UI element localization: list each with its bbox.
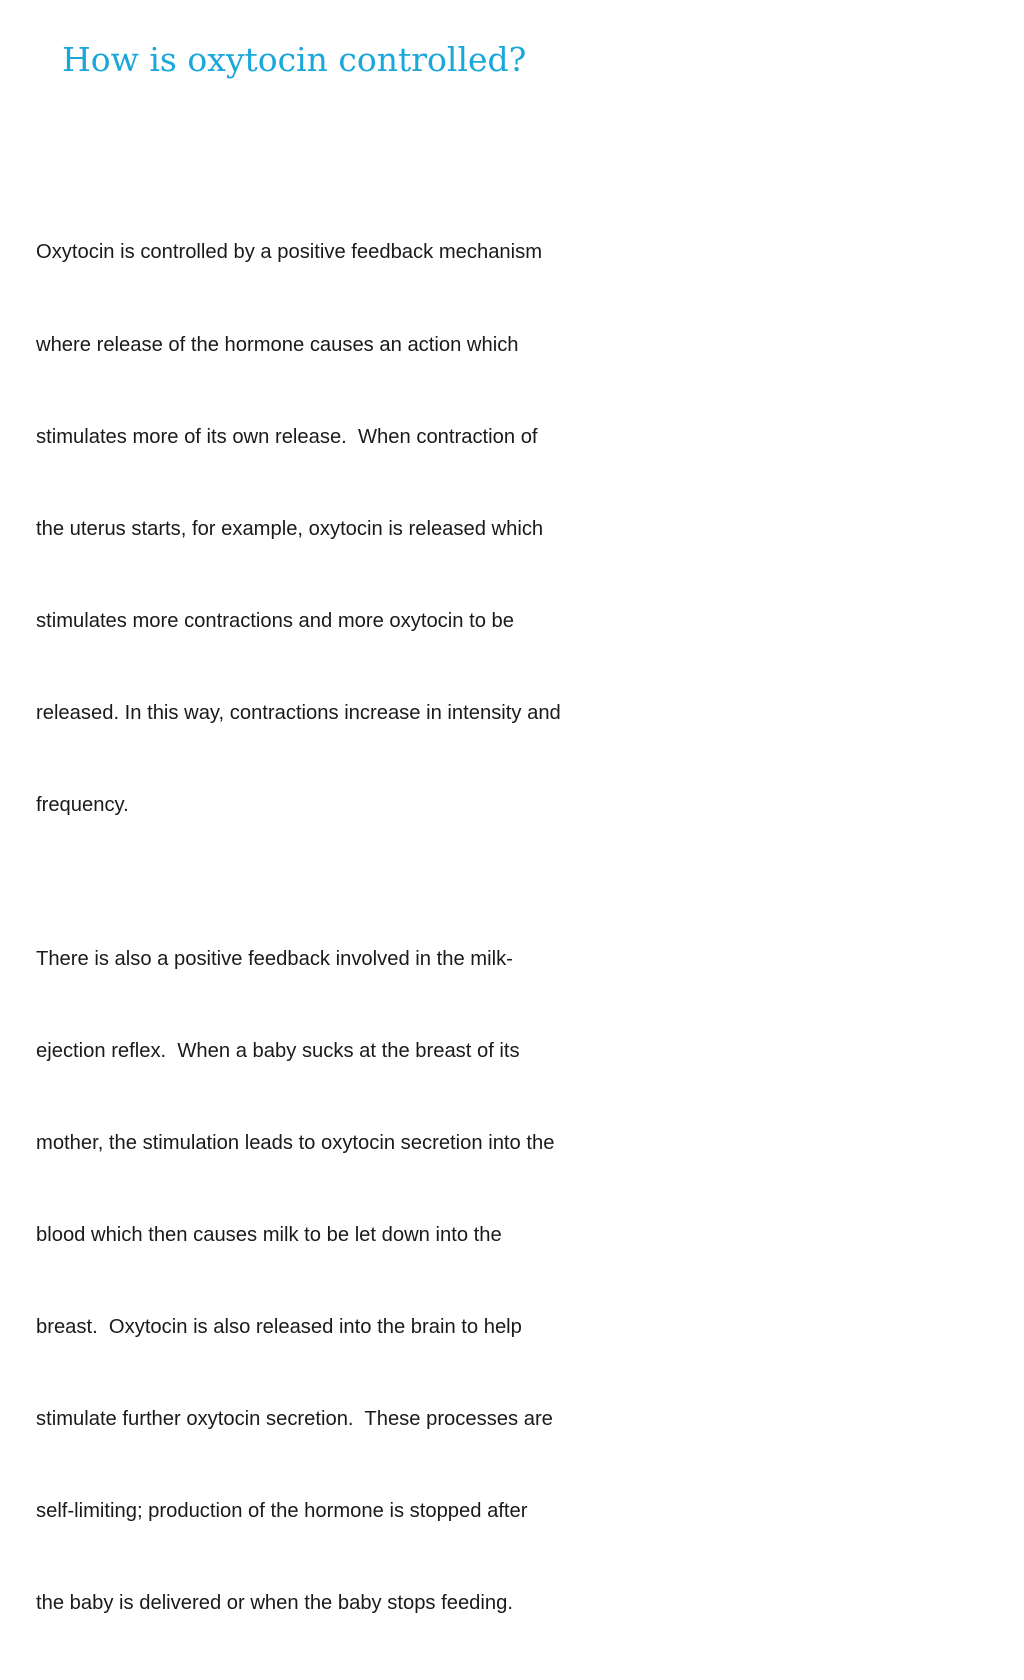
body-line: ejection reflex. When a baby sucks at the breast of its [36, 1039, 520, 1062]
slide-body [36, 176, 676, 1680]
body-line: stimulates more contractions and more oxytocin to be [36, 609, 514, 632]
body-line: the baby is delivered or when the baby stops feeding. [36, 1592, 513, 1615]
body-line: where release of the hormone causes an action which [36, 333, 519, 356]
body-line: released. In this way, contractions increase in intensity and [36, 701, 561, 724]
body-line: breast. Oxytocin is also released into the brain to help [36, 1316, 522, 1339]
body-line: stimulates more of its own release. When contraction of [36, 425, 538, 448]
body-line: the uterus starts, for example, oxytocin is released which [36, 517, 544, 540]
body-line: stimulate further oxytocin secretion. These processes are [36, 1408, 553, 1431]
paragraph-milk-ejection [36, 882, 676, 1680]
body-line: Oxytocin is controlled by a positive feedback mechanism [36, 241, 543, 264]
body-line: There is also a positive feedback involved in the milk- [36, 947, 513, 970]
slide-title: How is oxytocin controlled? [62, 40, 527, 79]
body-line: self-limiting; production of the hormone is stopped after [36, 1500, 528, 1523]
body-line: frequency. [36, 794, 129, 817]
body-line: mother, the stimulation leads to oxytocin secretion into the [36, 1131, 555, 1154]
paragraph-positive-feedback [36, 176, 676, 882]
body-line: blood which then causes milk to be let down into the [36, 1223, 502, 1246]
